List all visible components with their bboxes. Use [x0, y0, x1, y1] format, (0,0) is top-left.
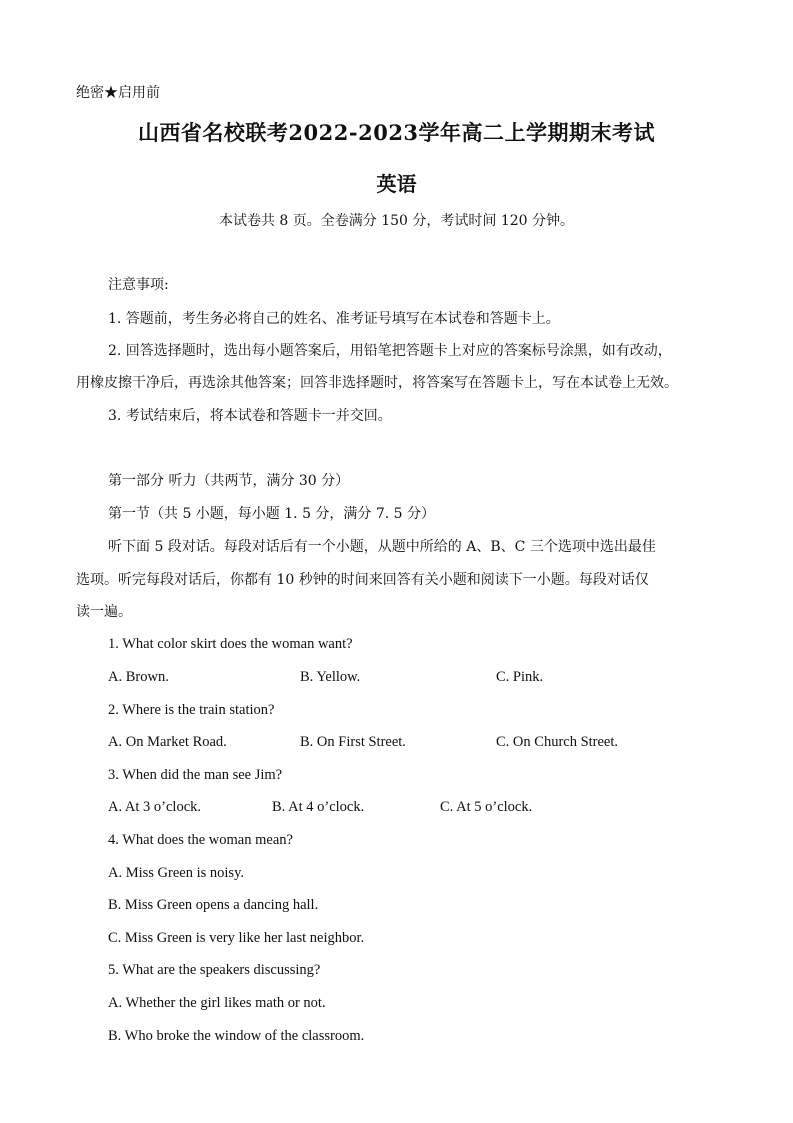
notes-heading: 注意事项: [108, 277, 169, 293]
section1-heading: 第一节（共 5 小题，每小题 1. 5 分，满分 7. 5 分） [108, 506, 436, 522]
question-2-option-b: B. On First Street. [300, 734, 406, 750]
question-4-option-c: C. Miss Green is very like her last neighbor. [108, 930, 365, 946]
confidential-label: 绝密★启用前 [76, 85, 160, 101]
notes-item-1: 1. 答题前，考生务必将自己的姓名、准考证号填写在本试卷和答题卡上。 [108, 311, 560, 327]
exam-intro: 本试卷共 8 页。全卷满分 150 分，考试时间 120 分钟。 [218, 213, 575, 229]
part1-heading: 第一部分 听力（共两节，满分 30 分） [108, 473, 350, 489]
exam-title: 山西省名校联考2022-2023学年高二上学期期末考试 [137, 120, 656, 145]
question-5-option-b: B. Who broke the window of the classroom. [108, 1028, 365, 1044]
instruction-line-3: 读一遍。 [76, 604, 132, 620]
question-3-option-c: C. At 5 o’clock. [440, 799, 533, 815]
question-1-option-c: C. Pink. [496, 669, 544, 685]
question-2-stem: 2. Where is the train station? [108, 702, 275, 718]
question-4-option-a: A. Miss Green is noisy. [108, 865, 245, 881]
question-1-option-b: B. Yellow. [300, 669, 361, 685]
question-3-option-b: B. At 4 o’clock. [272, 799, 365, 815]
notes-item-2-line-1: 2. 回答选择题时，选出每小题答案后，用铅笔把答题卡上对应的答案标号涂黑，如有改动， [108, 343, 672, 359]
question-5-stem: 5. What are the speakers discussing? [108, 962, 321, 978]
instruction-line-2: 选项。听完每段对话后，你都有 10 秒钟的时间来回答有关小题和阅读下一小题。每段对话仅 [76, 572, 649, 588]
question-1-stem: 1. What color skirt does the woman want? [108, 636, 353, 652]
notes-item-3: 3. 考试结束后，将本试卷和答题卡一并交回。 [108, 408, 392, 424]
subject-title: 英语 [376, 172, 417, 196]
question-4-stem: 4. What does the woman mean? [108, 832, 293, 848]
question-4-option-b: B. Miss Green opens a dancing hall. [108, 897, 319, 913]
notes-item-2-line-2: 用橡皮擦干净后，再选涂其他答案；回答非选择题时，将答案写在答题卡上，写在本试卷上无效。 [76, 375, 678, 391]
question-3-stem: 3. When did the man see Jim? [108, 767, 283, 783]
question-1-option-a: A. Brown. [108, 669, 169, 685]
question-5-option-a: A. Whether the girl likes math or not. [108, 995, 326, 1011]
question-2-option-a: A. On Market Road. [108, 734, 227, 750]
question-2-option-c: C. On Church Street. [496, 734, 619, 750]
question-3-option-a: A. At 3 o’clock. [108, 799, 202, 815]
instruction-line-1: 听下面 5 段对话。每段对话后有一个小题，从题中所给的 A、B、C 三个选项中选出最佳 [108, 539, 656, 555]
